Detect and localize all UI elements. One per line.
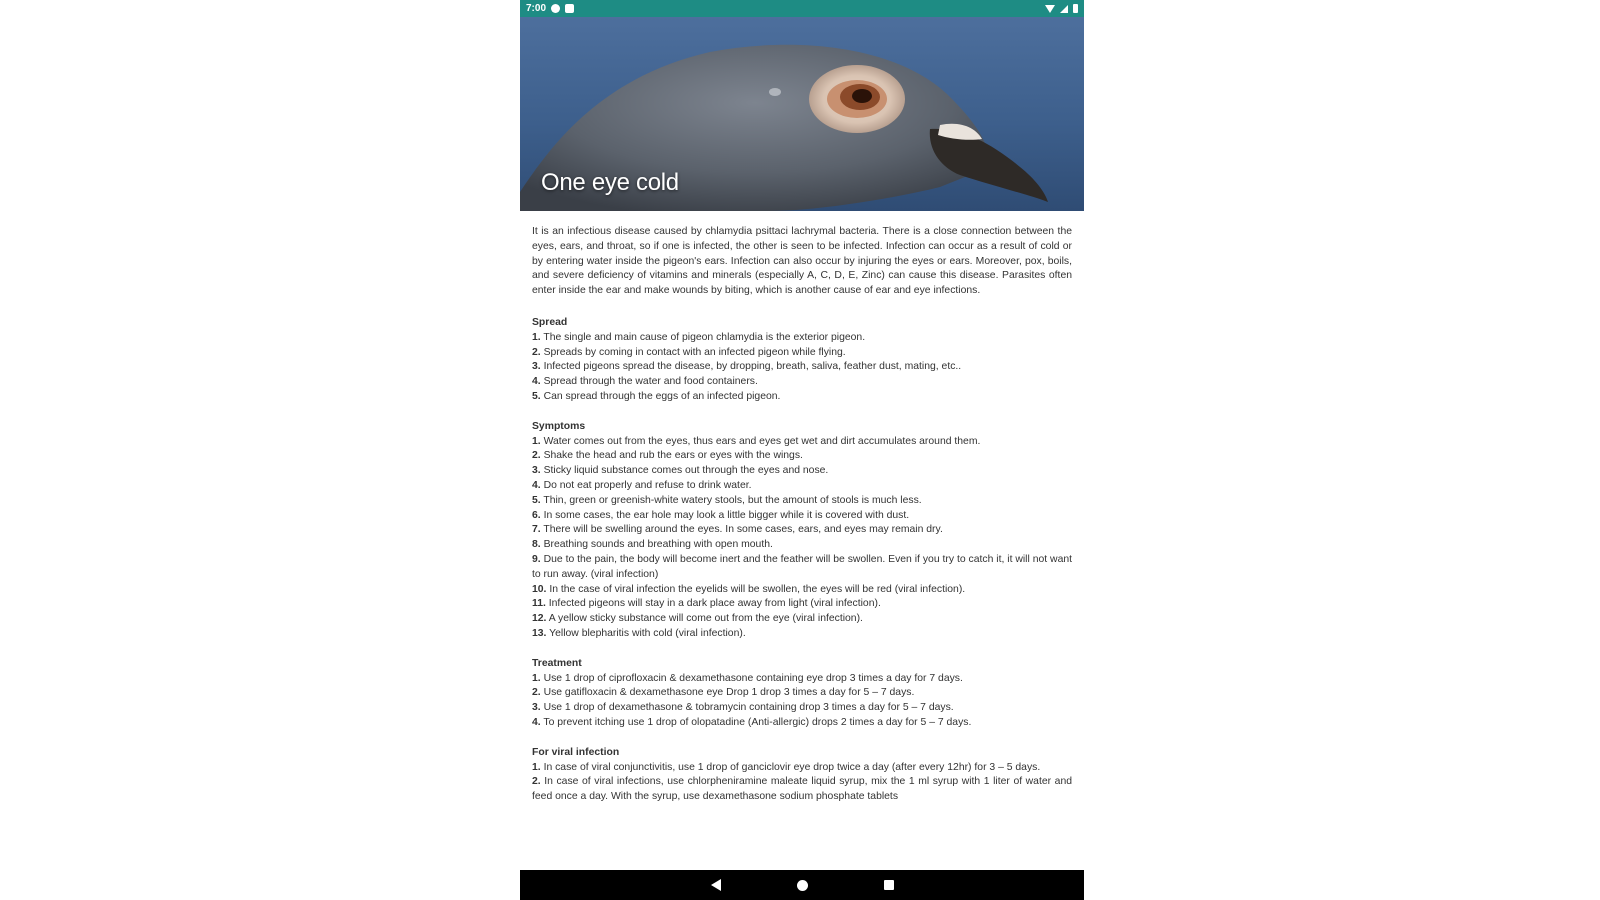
list-item (532, 464, 1072, 479)
item-number: 4. (532, 479, 541, 491)
item-number: 10. (532, 583, 547, 595)
list-item (532, 538, 1072, 553)
list-item (532, 761, 1072, 776)
item-text: Infected pigeons spread the disease, by dropping, breath, saliva, feather dust, mating, etc.. (543, 361, 962, 373)
treatment-list (532, 672, 1072, 731)
settings-icon (551, 4, 560, 13)
section-title: Treatment (532, 657, 582, 669)
item-number: 1. (532, 672, 541, 684)
section-title: For viral infection (532, 746, 620, 758)
item-text: Due to the pain, the body will become inert and the feather will be swollen. Even if you try to catch it, it will not want to run away. (viral infection) (532, 553, 1072, 580)
article-intro: It is an infectious disease caused by chlamydia psittaci lachrymal bacteria. There is a close connection between the eyes, ears, and throat, so if one is infected, the other is seen to be infected. Infection can occur as a result of cold or by entering water inside the pigeon's ears. Infection can also occur by injuring the eyes or ears. Moreover, pox, boils, and severe deficiency of vitamins and minerals (especially A, C, D, E, Zinc) can cause this disease. Parasites often enter inside the ear and make wounds by biting, which is another cause of ear and eye infections. (532, 226, 1072, 297)
item-text: The single and main cause of pigeon chlamydia is the exterior pigeon. (543, 331, 866, 343)
item-text: In case of viral conjunctivitis, use 1 drop of ganciclovir eye drop twice a day (after every 12hr) for 3 – 5 days. (543, 761, 1041, 773)
item-number: 3. (532, 465, 541, 477)
item-text: Thin, green or greenish-white watery stools, but the amount of stools is much less. (543, 494, 922, 506)
item-number: 9. (532, 553, 541, 565)
back-icon[interactable] (711, 879, 721, 891)
item-number: 1. (532, 331, 541, 343)
list-item (532, 494, 1072, 509)
status-bar (520, 0, 1084, 17)
hero-header (520, 17, 1084, 211)
item-number: 3. (532, 702, 541, 714)
section-spread (532, 316, 1072, 405)
item-number: 7. (532, 524, 541, 536)
list-item (532, 449, 1072, 464)
item-text: Use 1 drop of dexamethasone & tobramycin containing drop 3 times a day for 5 – 7 days. (543, 702, 954, 714)
list-item (532, 331, 1072, 346)
list-item (532, 390, 1072, 405)
section-title: Spread (532, 316, 568, 328)
item-number: 6. (532, 509, 541, 521)
item-text: Spread through the water and food containers. (543, 376, 758, 388)
battery-icon (1073, 4, 1078, 13)
item-text: A yellow sticky substance will come out from the eye (viral infection). (548, 613, 863, 625)
item-text: Infected pigeons will stay in a dark place away from light (viral infection). (548, 598, 881, 610)
item-number: 4. (532, 716, 541, 728)
recents-icon[interactable] (884, 880, 894, 890)
wifi-icon (1045, 5, 1055, 13)
list-item (532, 597, 1072, 612)
spread-list (532, 331, 1072, 405)
list-item (532, 701, 1072, 716)
section-treatment (532, 657, 1072, 731)
list-item (532, 553, 1072, 583)
sd-card-icon (565, 4, 574, 13)
item-text: In case of viral infections, use chlorpheniramine maleate liquid syrup, mix the 1 ml syrup with 1 liter of water and feed once a day. With the syrup, use dexamethasone sodium phosphate tablets (532, 776, 1072, 803)
list-item (532, 583, 1072, 598)
page-title: One eye cold (541, 169, 679, 196)
item-number: 13. (532, 627, 547, 639)
item-number: 5. (532, 390, 541, 402)
item-text: To prevent itching use 1 drop of olopatadine (Anti-allergic) drops 2 times a day for 5 – 7 days. (543, 716, 972, 728)
list-item (532, 435, 1072, 450)
item-number: 2. (532, 346, 541, 358)
item-number: 1. (532, 761, 541, 773)
item-number: 8. (532, 539, 541, 551)
list-item (532, 360, 1072, 375)
section-viral-infection (532, 746, 1072, 805)
list-item (532, 612, 1072, 627)
section-title: Symptoms (532, 420, 586, 432)
item-number: 11. (532, 598, 546, 610)
list-item (532, 523, 1072, 538)
item-number: 2. (532, 776, 541, 788)
phone-screen (520, 0, 1084, 900)
list-item (532, 686, 1072, 701)
viral-infection-list (532, 761, 1072, 805)
status-left (526, 3, 574, 14)
item-number: 12. (532, 613, 547, 625)
article-content[interactable] (532, 225, 1072, 870)
list-item (532, 627, 1072, 642)
status-right (1045, 4, 1078, 13)
symptoms-list (532, 435, 1072, 642)
item-number: 5. (532, 494, 541, 506)
item-text: Spreads by coming in contact with an infected pigeon while flying. (543, 346, 846, 358)
item-number: 3. (532, 361, 541, 373)
list-item (532, 775, 1072, 805)
item-text: Sticky liquid substance comes out through the eyes and nose. (543, 465, 829, 477)
item-text: In the case of viral infection the eyelids will be swollen, the eyes will be red (viral infection). (549, 583, 966, 595)
item-text: Use 1 drop of ciprofloxacin & dexamethasone containing eye drop 3 times a day for 7 days. (543, 672, 963, 684)
item-number: 4. (532, 376, 541, 388)
list-item (532, 716, 1072, 731)
list-item (532, 346, 1072, 361)
status-time: 7:00 (526, 3, 547, 14)
item-number: 2. (532, 450, 541, 462)
item-text: Use gatifloxacin & dexamethasone eye Drop 1 drop 3 times a day for 5 – 7 days. (543, 687, 915, 699)
item-number: 2. (532, 687, 541, 699)
item-number: 1. (532, 435, 541, 447)
section-symptoms (532, 420, 1072, 642)
list-item (532, 509, 1072, 524)
item-text: Breathing sounds and breathing with open mouth. (543, 539, 773, 551)
list-item (532, 672, 1072, 687)
list-item (532, 375, 1072, 390)
home-icon[interactable] (797, 880, 808, 891)
item-text: Water comes out from the eyes, thus ears and eyes get wet and dirt accumulates around them. (543, 435, 981, 447)
item-text: There will be swelling around the eyes. In some cases, ears, and eyes may remain dry. (543, 524, 943, 536)
item-text: Do not eat properly and refuse to drink water. (543, 479, 752, 491)
navigation-bar (520, 870, 1084, 900)
list-item (532, 479, 1072, 494)
item-text: Yellow blepharitis with cold (viral infection). (549, 627, 746, 639)
item-text: Shake the head and rub the ears or eyes with the wings. (543, 450, 803, 462)
item-text: In some cases, the ear hole may look a little bigger while it is covered with dust. (543, 509, 910, 521)
item-text: Can spread through the eggs of an infected pigeon. (543, 390, 781, 402)
signal-icon (1060, 5, 1068, 13)
